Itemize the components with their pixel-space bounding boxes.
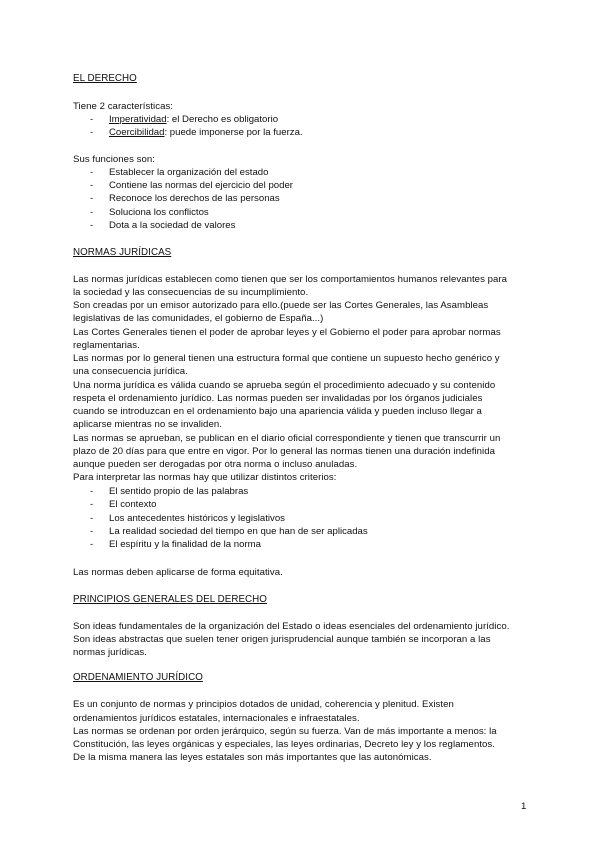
paragraph-line: cuando se introduzcan en el ordenamiento bajo una apariencia válida y pueden incluso llegar a	[73, 406, 482, 417]
section-title-principios: PRINCIPIOS GENERALES DEL DERECHO	[73, 594, 267, 605]
function-text: Contiene las normas del ejercicio del poder	[109, 180, 293, 191]
bullet-marker: -	[90, 193, 94, 204]
paragraph-line: Las normas deben aplicarse de forma equitativa.	[73, 567, 283, 578]
bullet-marker: -	[90, 114, 94, 125]
page-number: 1	[521, 801, 527, 812]
paragraph-line: una consecuencia jurídica.	[73, 366, 188, 377]
paragraph-line: Una norma jurídica es válida cuando se aprueba según el procedimiento adecuado y su contenido	[73, 380, 496, 391]
bullet-marker: -	[90, 220, 94, 231]
criterion-text: El sentido propio de las palabras	[109, 486, 249, 497]
criterion-text: El espíritu y la finalidad de la norma	[109, 539, 261, 550]
bullet-marker: -	[90, 127, 94, 138]
criterion-text: Los antecedentes históricos y legislativos	[109, 513, 285, 524]
paragraph-line: Para interpretar las normas hay que utilizar distintos criterios:	[73, 472, 337, 483]
paragraph-line: Son creadas por un emisor autorizado para ello.(puede ser las Cortes Generales, las Asambleas	[73, 300, 489, 311]
functions-intro: Sus funciones son:	[73, 154, 155, 165]
paragraph-line: respeta el ordenamiento jurídico. Las normas pueden ser invalidadas por los órganos judiciales	[73, 393, 483, 404]
paragraph-line: la sociedad y las consecuencias de su incumplimiento.	[73, 287, 309, 298]
criterion-text: La realidad sociedad del tiempo en que han de ser aplicadas	[109, 526, 368, 537]
bullet-marker: -	[90, 539, 94, 550]
section-title-derecho: EL DERECHO	[73, 73, 137, 84]
paragraph-line: Es un conjunto de normas y principios dotados de unidad, coherencia y plenitud. Existen	[73, 699, 454, 710]
characteristic-text	[109, 113, 278, 126]
bullet-marker: -	[90, 499, 94, 510]
bullet-marker: -	[90, 207, 94, 218]
paragraph-line: normas jurídicas.	[73, 647, 147, 658]
bullet-marker: -	[90, 526, 94, 537]
paragraph-line: Son ideas abstractas que suelen tener origen jurisprudencial aunque también se incorporan a las	[73, 634, 491, 645]
paragraph-line: legislativas de las comunidades, el gobierno de España...)	[73, 313, 324, 324]
characteristic-term: Coercibilidad	[109, 127, 165, 138]
paragraph-line: Constitución, las leyes orgánicas y especiales, las leyes ordinarias, Decreto ley y los reglamentos.	[73, 739, 495, 750]
characteristic-text	[109, 126, 303, 139]
paragraph-line: plazo de 20 días para que entre en vigor. Por lo general las normas tienen una duración indefinida	[73, 446, 495, 457]
paragraph-line: Las normas se ordenan por orden jerárquico, según su fuerza. Van de más importante a menos: la	[73, 726, 497, 737]
bullet-marker: -	[90, 167, 94, 178]
paragraph-line: Las normas jurídicas establecen como tienen que ser los comportamientos humanos relevantes para	[73, 274, 508, 285]
bullet-marker: -	[90, 513, 94, 524]
function-text: Reconoce los derechos de las personas	[109, 193, 280, 204]
characteristic-desc: : puede imponerse por la fuerza.	[164, 127, 303, 138]
paragraph-line: Son ideas fundamentales de la organización del Estado o ideas esenciales del ordenamiento jurídico.	[73, 621, 510, 632]
function-text: Establecer la organización del estado	[109, 167, 269, 178]
function-text: Soluciona los conflictos	[109, 207, 209, 218]
bullet-marker: -	[90, 486, 94, 497]
criterion-text: El contexto	[109, 499, 157, 510]
paragraph-line: Las normas por lo general tienen una estructura formal que contiene un supuesto hecho genérico y	[73, 353, 500, 364]
paragraph-line: Las Cortes Generales tienen el poder de aprobar leyes y el Gobierno el poder para aprobar normas	[73, 327, 501, 338]
section-title-ordenamiento: ORDENAMIENTO JURÍDICO	[73, 672, 203, 683]
paragraph-line: reglamentarias.	[73, 340, 140, 351]
paragraph-line: ordenamientos jurídicos estatales, internacionales e infraestatales.	[73, 713, 360, 724]
characteristic-term: Imperatividad	[109, 114, 167, 125]
function-text: Dota a la sociedad de valores	[109, 220, 236, 231]
paragraph-line: Las normas se aprueban, se publican en el diario oficial correspondiente y tienen que transcurrir un	[73, 433, 501, 444]
paragraph-line: aunque pueden ser derogadas por otra norma o incluso anuladas.	[73, 459, 358, 470]
characteristics-intro: Tiene 2 características:	[73, 101, 174, 112]
paragraph-line: De la misma manera las leyes estatales son más importantes que las autonómicas.	[73, 752, 432, 763]
section-title-normas: NORMAS JURÍDICAS	[73, 247, 172, 258]
characteristic-desc: : el Derecho es obligatorio	[166, 114, 279, 125]
paragraph-line: aplicarse mientras no se invaliden.	[73, 419, 222, 430]
bullet-marker: -	[90, 180, 94, 191]
